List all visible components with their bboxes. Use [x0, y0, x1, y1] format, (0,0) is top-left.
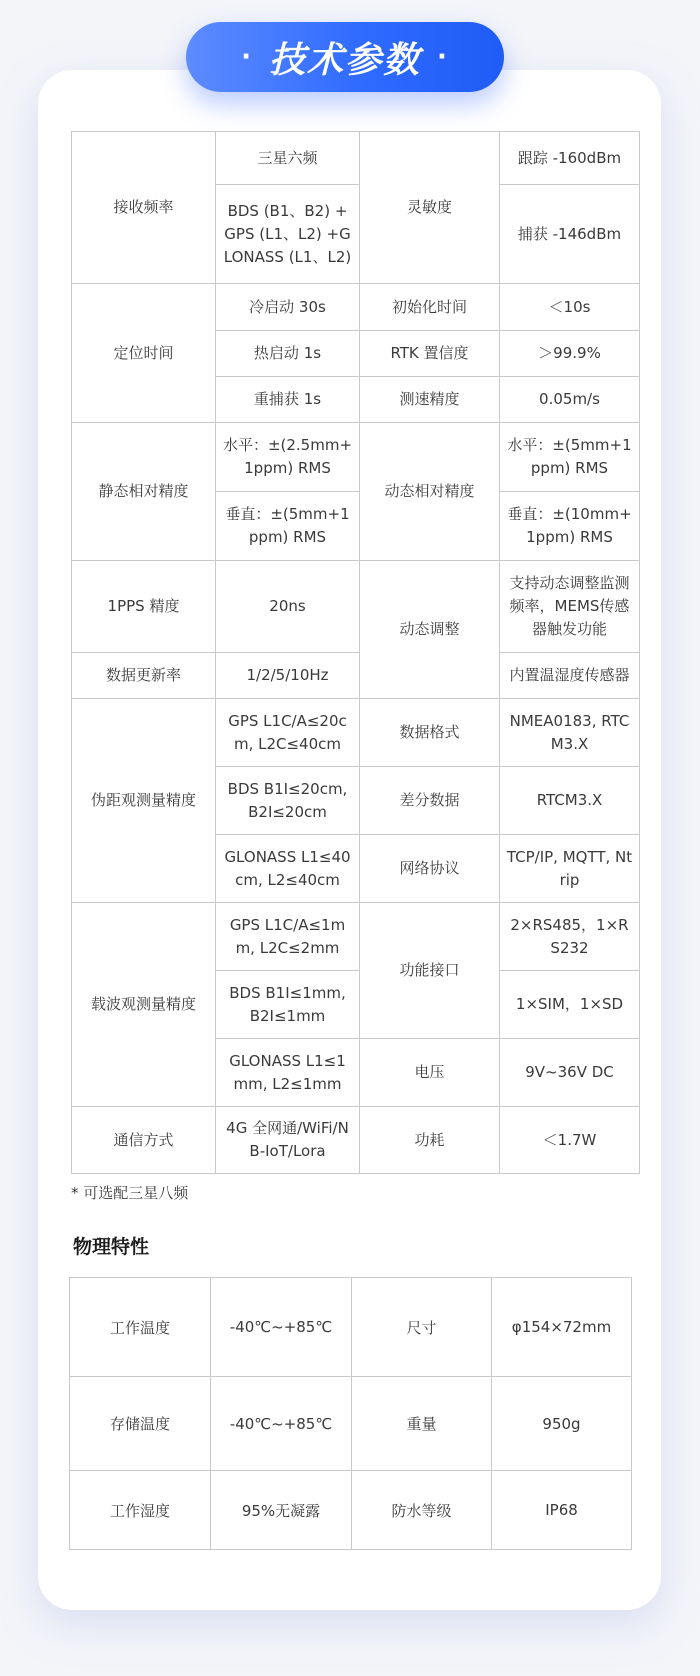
spec-label: 伪距观测量精度: [72, 699, 216, 903]
spec-value: 1/2/5/10Hz: [216, 653, 360, 699]
spec-value: ＜10s: [500, 284, 640, 331]
phys-value: -40℃~+85℃: [211, 1278, 352, 1377]
footnote: * 可选配三星八频: [71, 1184, 189, 1202]
spec-value: BDS B1I≤20cm, B2I≤20cm: [216, 767, 360, 835]
spec-value: 9V~36V DC: [500, 1039, 640, 1107]
spec-label: 差分数据: [360, 767, 500, 835]
spec-value: 热启动 1s: [216, 331, 360, 377]
spec-value: 2×RS485，1×RS232: [500, 903, 640, 971]
phys-label: 重量: [352, 1377, 492, 1471]
spec-value: GLONASS L1≤40cm, L2≤40cm: [216, 835, 360, 903]
spec-value: 内置温湿度传感器: [500, 653, 640, 699]
spec-label: 电压: [360, 1039, 500, 1107]
spec-value: 跟踪 -160dBm: [500, 132, 640, 185]
section-banner: [186, 22, 504, 92]
phys-label: 工作温度: [70, 1278, 211, 1377]
phys-value: -40℃~+85℃: [211, 1377, 352, 1471]
spec-label: 1PPS 精度: [72, 561, 216, 653]
spec-label: 功耗: [360, 1107, 500, 1174]
spec-value: ＞99.9%: [500, 331, 640, 377]
spec-label: 功能接口: [360, 903, 500, 1039]
spec-value: 重捕获 1s: [216, 377, 360, 423]
phys-label: 防水等级: [352, 1471, 492, 1550]
spec-label: 灵敏度: [360, 132, 500, 284]
banner-dot-left: ·: [241, 42, 253, 72]
spec-value: TCP/IP, MQTT, Ntrip: [500, 835, 640, 903]
spec-label: 动态相对精度: [360, 423, 500, 561]
spec-value: GLONASS L1≤1mm, L2≤1mm: [216, 1039, 360, 1107]
spec-label: 数据格式: [360, 699, 500, 767]
spec-value: GPS L1C/A≤1mm, L2C≤2mm: [216, 903, 360, 971]
spec-value: GPS L1C/A≤20cm, L2C≤40cm: [216, 699, 360, 767]
spec-value: 三星六频: [216, 132, 360, 185]
phys-value: IP68: [492, 1471, 632, 1550]
spec-label: 接收频率: [72, 132, 216, 284]
spec-value: NMEA0183, RTCM3.X: [500, 699, 640, 767]
phys-value: 950g: [492, 1377, 632, 1471]
phys-value: 95%无凝露: [211, 1471, 352, 1550]
spec-value: 垂直：±(10mm+1ppm) RMS: [500, 492, 640, 561]
physical-section-title: 物理特性: [73, 1236, 150, 1258]
physical-table: [69, 1277, 632, 1550]
spec-label: 数据更新率: [72, 653, 216, 699]
spec-value: BDS B1I≤1mm, B2I≤1mm: [216, 971, 360, 1039]
spec-value: 垂直：±(5mm+1ppm) RMS: [216, 492, 360, 561]
spec-value: 捕获 -146dBm: [500, 185, 640, 284]
spec-label: 动态调整: [360, 561, 500, 699]
spec-label: 初始化时间: [360, 284, 500, 331]
phys-value: φ154×72mm: [492, 1278, 632, 1377]
phys-label: 存储温度: [70, 1377, 211, 1471]
banner-title: 技术参数: [268, 39, 421, 81]
spec-value: 水平：±(2.5mm+1ppm) RMS: [216, 423, 360, 492]
spec-table: [71, 131, 640, 1174]
spec-label: 网络协议: [360, 835, 500, 903]
spec-value: 冷启动 30s: [216, 284, 360, 331]
spec-label: 定位时间: [72, 284, 216, 423]
spec-label: 通信方式: [72, 1107, 216, 1174]
spec-value: RTCM3.X: [500, 767, 640, 835]
banner-dot-right: ·: [437, 42, 449, 72]
phys-label: 尺寸: [352, 1278, 492, 1377]
spec-value: 20ns: [216, 561, 360, 653]
phys-label: 工作湿度: [70, 1471, 211, 1550]
spec-label: 载波观测量精度: [72, 903, 216, 1107]
spec-value: ＜1.7W: [500, 1107, 640, 1174]
spec-label: RTK 置信度: [360, 331, 500, 377]
spec-value: 0.05m/s: [500, 377, 640, 423]
spec-value: 水平：±(5mm+1ppm) RMS: [500, 423, 640, 492]
spec-label: 测速精度: [360, 377, 500, 423]
spec-value: 1×SIM，1×SD: [500, 971, 640, 1039]
spec-value: 支持动态调整监测频率，MEMS传感器触发功能: [500, 561, 640, 653]
spec-value: 4G 全网通/WiFi/NB-IoT/Lora: [216, 1107, 360, 1174]
spec-value: BDS (B1、B2) +GPS (L1、L2) +GLONASS (L1、L2): [216, 185, 360, 284]
spec-label: 静态相对精度: [72, 423, 216, 561]
